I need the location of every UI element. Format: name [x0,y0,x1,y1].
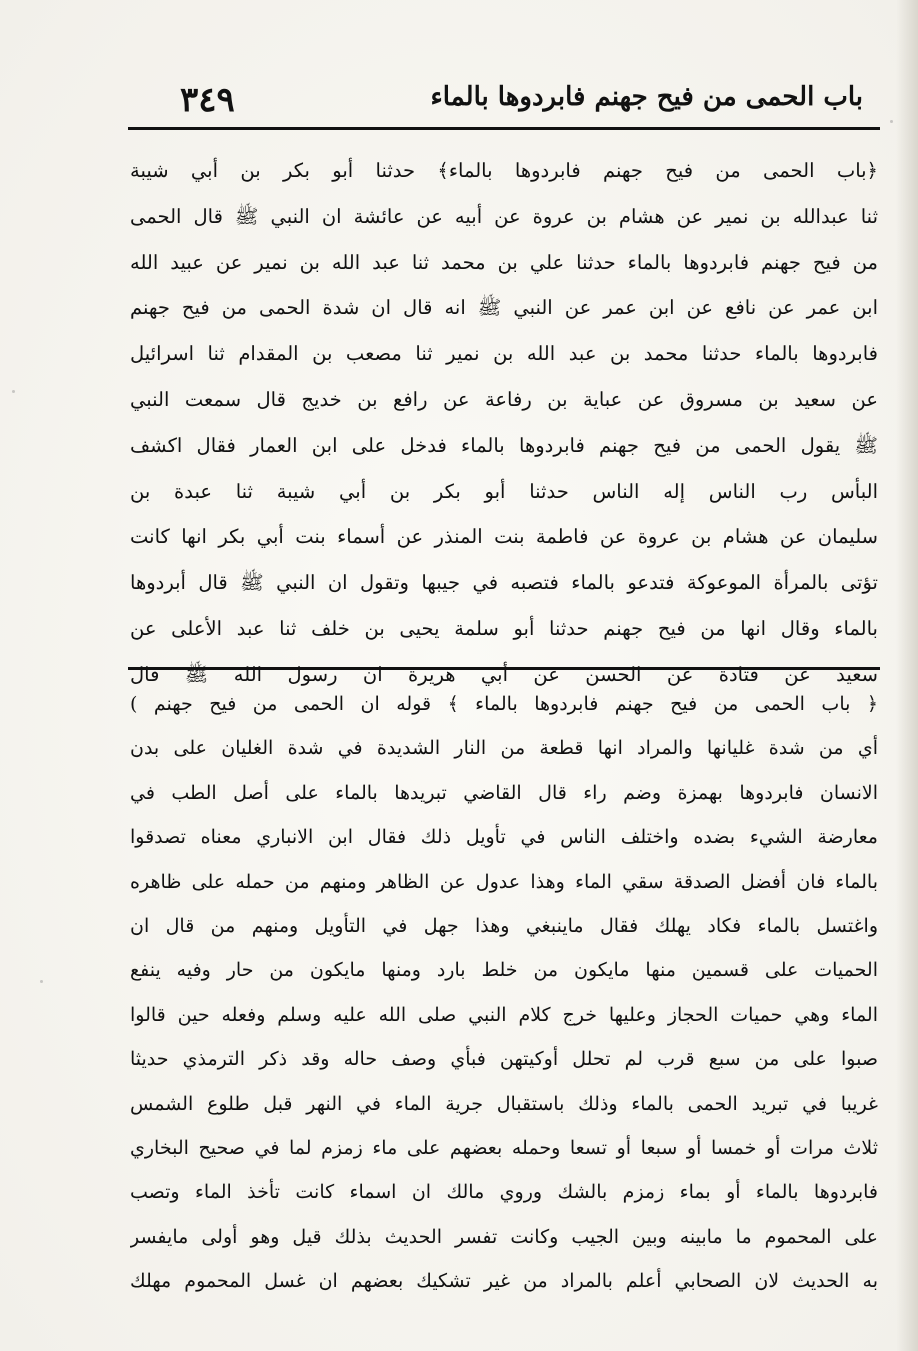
page-edge-shadow [896,0,918,1351]
commentary-line: الحميات على قسمين منها مايكون من خلط بارد ومنها مايكون من حار وفيه ينفع [130,959,878,982]
text-line: سعيد عن قتادة عن الحسن عن أبي هريرة ان رسول الله ﷺ قال [130,662,878,686]
paper-speck [12,390,15,393]
commentary-line: ثلاث مرات أو خمسا أو سبعا أو تسعا وحمله بعضهم على ماء زمزم لما في صحيح البخاري [130,1136,878,1159]
commentary-line: صبوا على من سبع قرب لم تحلل أوكيتهن فبأي وصف حاله وقد ذكر الترمذي حديثا [130,1048,878,1071]
commentary-line: الماء وهي حميات الحجاز وعليها خرج كلام النبي صلى الله عليه وسلم وفعله حين قالوا [130,1003,878,1026]
commentary-line: به الحديث لان الصحابي أعلم بالمراد من غير تشكيك بعضهم ان غسل المحموم مهلك [130,1270,878,1293]
text-line: سليمان عن هشام بن عروة عن فاطمة بنت المنذر عن أسماء بنت أبي بكر انها كانت [130,525,878,549]
page-header [150,80,863,124]
commentary-text [130,682,878,1303]
text-line: فابردوها بالماء حدثنا محمد بن عبد الله بن نمير ثنا مصعب بن المقدام ثنا اسرائيل [130,342,878,366]
commentary-line: فابردوها بالماء أو بماء زمزم بالشك وروي مالك ان اسماء كانت تأخذ الماء وتصب [130,1181,878,1204]
commentary-line: الانسان فابردوها بهمزة وضم راء قال القاضي تبريدها بالماء على أصل الطب في [130,781,878,804]
text-line: ﷺ يقول الحمى من فيح جهنم فابردوها بالماء فدخل على ابن العمار فقال اكشف [130,433,878,457]
text-line: ثنا عبدالله بن نمير عن هشام بن عروة عن أبيه عن عائشة ان النبي ﷺ قال الحمى [130,204,878,228]
paper-speck [890,120,893,123]
text-line: البأس رب الناس إله الناس حدثنا أبو بكر بن أبي شيبة ثنا عبدة بن [130,479,878,503]
commentary-line: واغتسل بالماء فكاد يهلك فقال ماينبغي وهذا جهل في التأويل ومنهم من قال ان [130,914,878,937]
commentary-line: على المحموم ما مابينه وبين الجيب وكانت تفسر الحديث بذلك قيل وهو أولى مايفسر [130,1225,878,1248]
header-rule [128,127,880,130]
paper-speck [40,980,43,983]
text-line: بالماء وقال انها من فيح جهنم حدثنا أبو سلمة يحيى بن خلف ثنا عبد الأعلى عن [130,616,878,640]
section-divider [128,667,880,670]
commentary-line: ﴿ باب الحمى من فيح جهنم فابردوها بالماء ﴾ قوله ان الحمى من فيح جهنم ) [130,693,878,715]
text-line: تؤتى بالمرأة الموعوكة فتدعو بالماء فتصبه في جيبها وتقول ان النبي ﷺ قال أبردوها [130,571,878,595]
running-title: باب الحمى من فيح جهنم فابردوها بالماء [430,82,863,112]
page-number: ٣٤٩ [180,80,235,120]
commentary-line: معارضة الشيء بضده واختلف الناس في تأويل ذلك فقال ابن الانباري معناه تصدقوا [130,826,878,849]
commentary-line: أي من شدة غليانها والمراد انها قطعة من النار الشديدة في شدة الغليان على بدن [130,737,878,760]
text-line: عن سعيد بن مسروق عن عباية بن رفاعة عن رافع بن خديج قال سمعت النبي [130,387,878,411]
commentary-line: غريبا في تبريد الحمى بالماء وذلك باستقبال جرية الماء في النهر قبل طلوع الشمس [130,1092,878,1115]
text-line: من فيح جهنم فابردوها بالماء حدثنا علي بن محمد ثنا عبد الله بن نمير عن عبيد الله [130,250,878,274]
text-line: ابن عمر عن نافع عن ابن عمر عن النبي ﷺ انه قال ان شدة الحمى من فيح جهنم [130,296,878,320]
commentary-line: بالماء فان أفضل الصدقة سقي الماء وهذا عدول عن الظاهر ومنهم من حمله على ظاهره [130,870,878,893]
hadith-text [130,148,878,698]
text-line: ﴿باب الحمى من فيح جهنم فابردوها بالماء﴾ حدثنا أبو بكر بن أبي شيبة [130,159,878,182]
